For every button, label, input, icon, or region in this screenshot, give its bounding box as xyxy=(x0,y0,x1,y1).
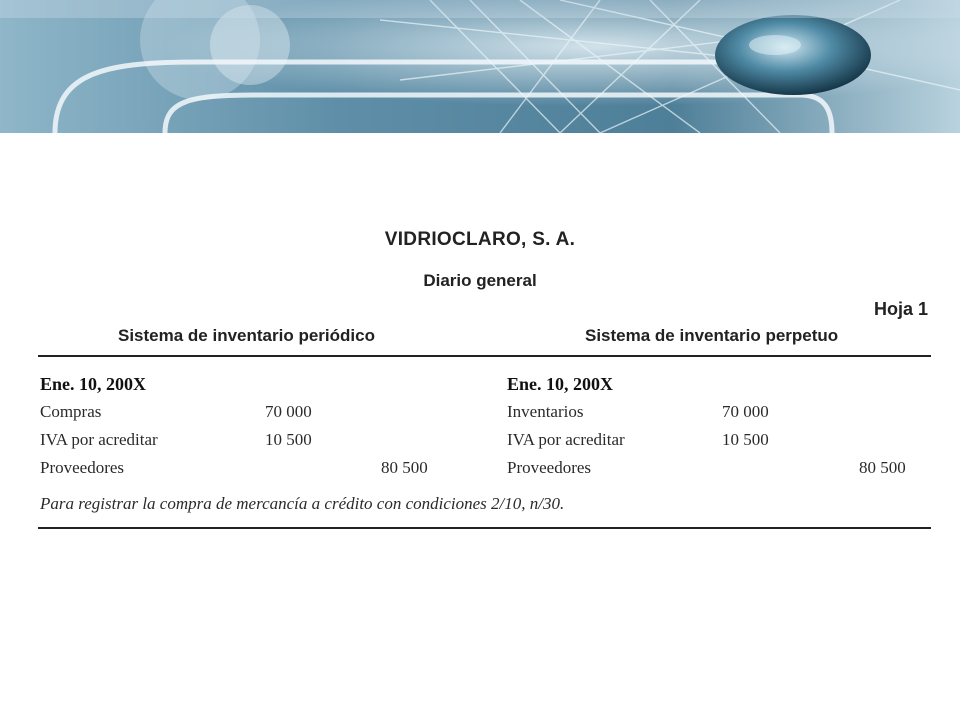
perpetual-heading: Sistema de inventario perpetuo xyxy=(585,326,839,345)
debit-amount: 10 500 xyxy=(722,430,769,449)
journal-row xyxy=(40,454,480,482)
account-name: Inventarios xyxy=(507,402,584,421)
journal-row xyxy=(507,398,947,426)
account-name: Proveedores xyxy=(40,458,125,477)
bottom-rule xyxy=(38,527,931,529)
credit-amount: 80 500 xyxy=(381,458,428,477)
journal-row xyxy=(507,454,947,482)
journal-title: Diario general xyxy=(423,271,537,290)
journal-row xyxy=(507,426,947,454)
entry-date: Ene. 10, 200X xyxy=(40,374,147,394)
account-name: Compras xyxy=(40,402,102,421)
top-rule xyxy=(38,355,931,357)
debit-amount: 70 000 xyxy=(722,402,769,421)
account-name: IVA por acreditar xyxy=(40,430,158,449)
debit-amount: 70 000 xyxy=(265,402,312,421)
entry-date: Ene. 10, 200X xyxy=(507,374,614,394)
debit-amount: 10 500 xyxy=(265,430,312,449)
account-name: IVA por acreditar xyxy=(507,430,625,449)
account-name: Proveedores xyxy=(507,458,592,477)
journal-row xyxy=(40,426,480,454)
periodic-heading: Sistema de inventario periódico xyxy=(118,326,375,345)
sheet-label: Hoja 1 xyxy=(873,299,928,319)
entry-description: Para registrar la compra de mercancía a crédito con condiciones 2/10, n/30. xyxy=(40,494,565,513)
perpetual-entry xyxy=(507,370,947,482)
company-name: VIDRIOCLARO, S. A. xyxy=(384,229,576,250)
periodic-entry xyxy=(40,370,480,482)
credit-amount: 80 500 xyxy=(859,458,906,477)
journal-row xyxy=(40,398,480,426)
